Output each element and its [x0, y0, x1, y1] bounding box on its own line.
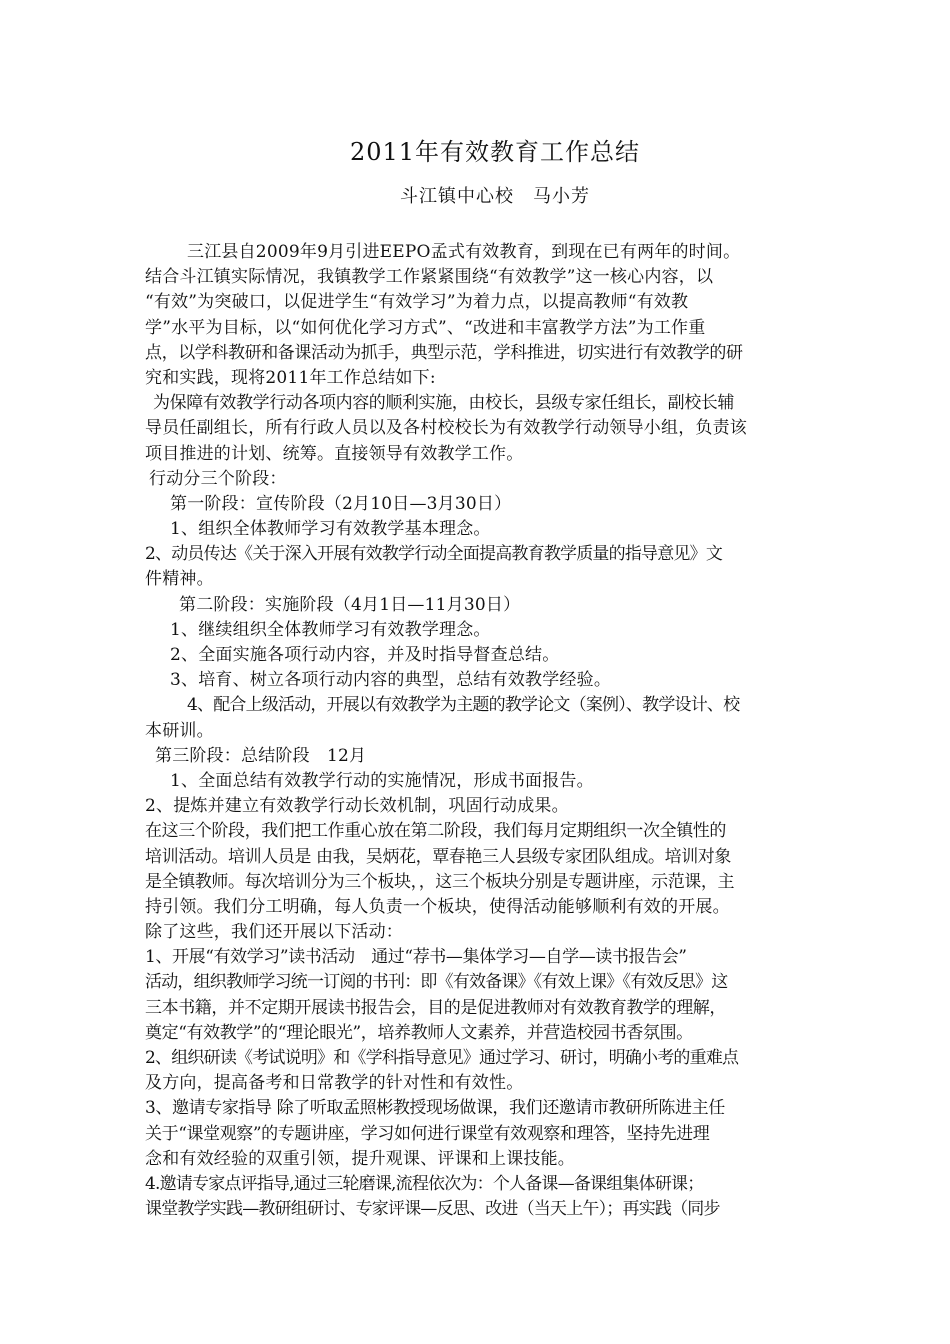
body-line: 为保障有效教学行动各项内容的顺利实施，由校长，县级专家任组长，副校长辅 [153, 393, 734, 414]
body-line: 导员任副组长，所有行政人员以及各村校校长为有效教学行动领导小组，负责该 [145, 418, 747, 439]
body-line: “有效”为突破口，以促进学生“有效学习”为着力点，以提高教师“有效教 [145, 292, 689, 313]
body-line: 念和有效经验的双重引领，提升观课、评课和上课技能。 [145, 1148, 575, 1169]
body-line: 2、提炼并建立有效教学行动长效机制，巩固行动成果。 [145, 796, 569, 817]
body-line: 究和实践，现将2011年工作总结如下: [145, 367, 436, 388]
body-line: 2、组织研读《考试说明》和《学科指导意见》通过学习、研讨，明确小考的重难点 [145, 1048, 739, 1068]
document-body [145, 240, 810, 1222]
body-line: 持引领。我们分工明确，每人负责一个板块，使得活动能够顺利有效的开展。 [145, 896, 730, 917]
body-line: 点，以学科教研和备课活动为抓手，典型示范，学科推进，切实进行有效教学的研 [145, 342, 743, 363]
body-line: 行动分三个阶段： [149, 468, 287, 489]
body-line: 4、配合上级活动，开展以有效教学为主题的教学论文（案例）、教学设计、校 [187, 695, 740, 716]
body-line: 除了这些，我们还开展以下活动： [145, 922, 403, 943]
body-line: 及方向，提高备考和日常教学的针对性和有效性。 [145, 1073, 524, 1094]
body-line: 件精神。 [145, 569, 214, 590]
body-line: 3、邀请专家指导 除了听取孟照彬教授现场做课，我们还邀请市教研所陈进主任 [145, 1098, 725, 1119]
body-line: 三本书籍，并不定期开展读书报告会，目的是促进教师对有效教育教学的理解， [145, 997, 726, 1018]
body-line: 三江县自2009年9月引进EEPO孟式有效教育，到现在已有两年的时间。 [187, 242, 741, 262]
body-line: 1、全面总结有效教学行动的实施情况，形成书面报告。 [170, 770, 594, 791]
body-line: 第一阶段：宣传阶段（2月10日—3月30日） [170, 493, 512, 514]
body-line: 1、组织全体教师学习有效教学基本理念。 [170, 519, 491, 540]
body-line: 2、全面实施各项行动内容，并及时指导督查总结。 [170, 645, 560, 665]
body-line: 本研训。 [145, 720, 214, 741]
body-line: 项目推进的计划、统筹。直接领导有效教学工作。 [145, 443, 524, 464]
body-line: 学”水平为目标，以“如何优化学习方式”、“改进和丰富教学方法”为工作重 [145, 317, 706, 338]
body-line: 4.邀请专家点评指导,通过三轮磨课,流程依次为：个人备课—备课组集体研课； [145, 1173, 704, 1194]
body-line: 结合斗江镇实际情况，我镇教学工作紧紧围绕“有效教学”这一核心内容，以 [145, 267, 714, 288]
body-line: 1、继续组织全体教师学习有效教学理念。 [170, 619, 491, 640]
body-line: 关于“课堂观察”的专题讲座，学习如何进行课堂有效观察和理答，坚持先进理 [145, 1123, 710, 1144]
body-line: 3、培育、树立各项行动内容的典型，总结有效教学经验。 [170, 670, 612, 691]
body-line: 1、开展“有效学习”读书活动 通过“荐书—集体学习—自学—读书报告会” [145, 947, 687, 968]
document-title: 2011年有效教育工作总结 [349, 138, 641, 166]
body-line: 培训活动。培训人员是 由我，吴炳花，覃春艳三人县级专家团队组成。培训对象 [145, 846, 732, 867]
body-line: 是全镇教师。每次培训分为三个板块，，这三个板块分别是专题讲座，示范课，主 [145, 871, 735, 892]
body-line: 第二阶段：实施阶段（4月1日—11月30日） [179, 594, 521, 615]
body-line: 奠定“有效教学”的“理论眼光”，培养教师人文素养，并营造校园书香氛围。 [145, 1022, 693, 1043]
body-line: 活动，组织教师学习统一订阅的书刊：即《有效备课》《有效上课》《有效反思》这 [145, 972, 728, 993]
body-line: 2、动员传达《关于深入开展有效教学行动全面提高教育教学质量的指导意见》文 [145, 544, 723, 565]
body-line: 课堂教学实践—教研组研讨、专家评课—反思、改进（当天上午）；再实践（同步 [145, 1199, 720, 1220]
document-author: 斗江镇中心校 马小芳 [400, 186, 590, 207]
body-line: 在这三个阶段，我们把工作重心放在第二阶段，我们每月定期组织一次全镇性的 [145, 821, 726, 842]
body-line: 第三阶段：总结阶段 12月 [155, 745, 367, 766]
